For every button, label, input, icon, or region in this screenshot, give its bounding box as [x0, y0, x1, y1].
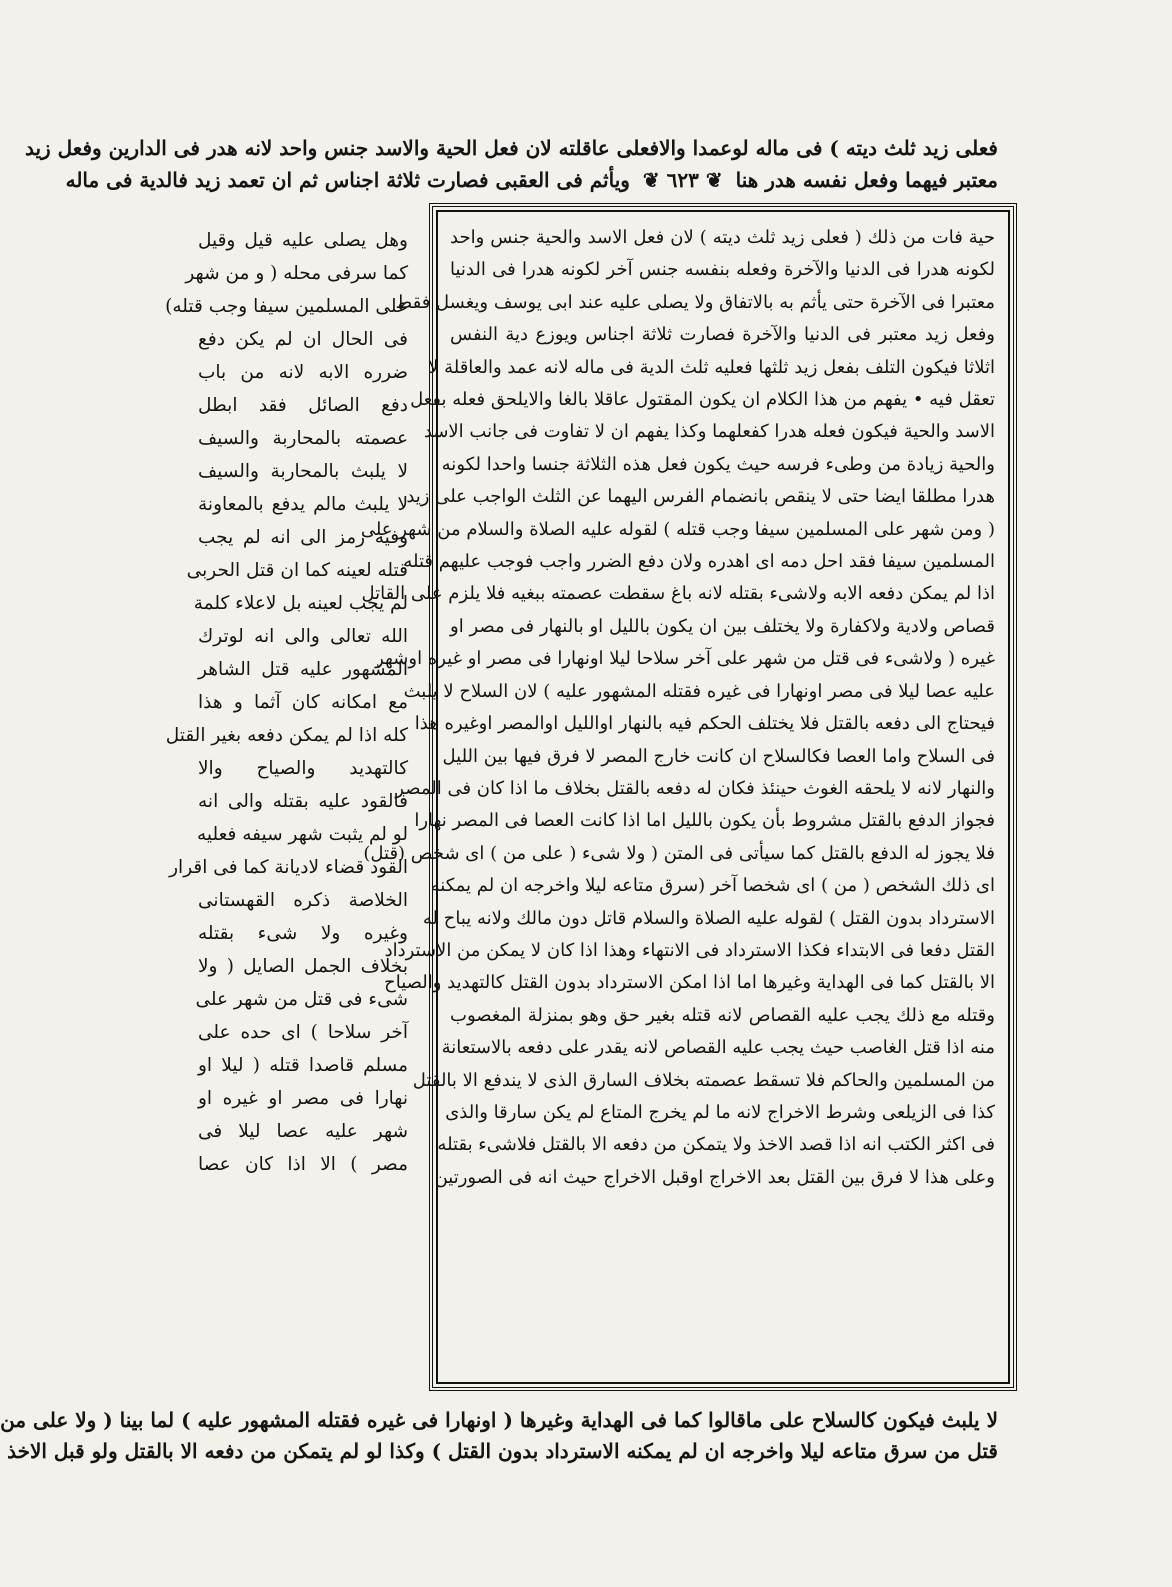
- main-line: وعلی هذا لا فرق بین القتل بعد الاخراج اوقبل الاخراج حیث انه فی الصورتین: [434, 1166, 995, 1188]
- main-line: تعقل فیه • یفهم من هذا الکلام ان یکون المقتول عاقلا بالغا والایلحق فعله بفعل: [410, 389, 995, 411]
- bottom-line-2: قتل من سرق متاعه لیلا واخرجه ان لم یمکنه الاسترداد بدون القتل ) وکذا لو لم یتمکن من دفعه الا بالقتل ولو قبل الاخذ: [7, 1439, 998, 1463]
- margin-line: الخلاصة ذکره القهستانی: [198, 890, 408, 911]
- ornament-right-icon: ❦: [705, 168, 723, 192]
- margin-line: فالقود علیه بقتله والی انه: [198, 791, 408, 812]
- margin-line: مسلم قاصدا قتله ( لیلا او: [198, 1055, 408, 1076]
- margin-line: فی الحال ان لم یکن دفع: [198, 329, 408, 350]
- margin-line: لم یجب لعینه بل لاعلاء کلمة: [193, 593, 408, 614]
- main-line: الاسترداد بدون القتل ) لقوله علیه الصلاة والسلام قاتل دون مالك ولانه یباح له: [422, 907, 995, 929]
- main-line: اذا لم یمکن دفعه الابه ولاشیء بقتله لانه باغ سقطت عصمته ببغیه فلا یلزم علی القاتل: [361, 583, 995, 605]
- margin-line: مصر ) الا اذا کان عصا: [198, 1154, 408, 1175]
- main-line: الاسد والحیة فیکون فعله هدرا کفعلهما وکذا یفهم ان لا تفاوت فی جانب الاسد: [423, 421, 995, 443]
- margin-line: الله تعالی والی انه لوترك: [198, 626, 408, 647]
- margin-line: مع امکانه کان آثما و هذا: [198, 692, 408, 713]
- main-line: فیحتاج الی دفعه بالقتل فلا یختلف الحکم فیه بالنهار اواللیل اوالمصر اوغیره هذا: [414, 713, 995, 735]
- margin-line: القود قضاء لادیانة کما فی اقرار: [169, 857, 408, 878]
- main-line: وقتله مع ذلك یجب علیه القصاص لانه قتله بغیر حق وهو بمنزلة المغصوب: [450, 1004, 995, 1026]
- main-line: کذا فی الزیلعی وشرط الاخراج لانه ما لم یخرج المتاع لم یکن سارقا والذی: [445, 1101, 995, 1123]
- main-line: علیه عصا لیلا فی مصر اونهارا فی غیره فقتله المشهور علیه ) لان السلاح لا یلبث: [403, 680, 995, 702]
- margin-line: وغیره ولا شیء بقتله: [198, 923, 408, 944]
- top-line-2: [65, 164, 998, 196]
- main-line: معتبرا فی الآخرة حتی یأثم به بالاتفاق ولا یصلی علیه عند ابی یوسف ویغسل فقط: [395, 291, 995, 313]
- margin-line: کله اذا لم یمکن دفعه بغیر القتل: [165, 725, 408, 746]
- top-commentary: [24, 132, 998, 196]
- main-line: قصاص ولادیة ولاکفارة ولا یختلف بین ان یکون باللیل او بالنهار فی مصر او: [450, 615, 995, 637]
- margin-line: دفع الصائل فقد ابطل: [198, 395, 408, 416]
- main-line: ( ومن شهر علی المسلمین سیفا وجب قتله ) لقوله علیه الصلاة والسلام من شهر علی: [360, 518, 995, 540]
- margin-line: وهل یصلی علیه قیل وقیل: [198, 230, 408, 251]
- main-line: والنهار لانه لا یلحقه الغوث حینئذ فکان له دفعه بالقتل بخلاف ما اذا کان فی المصر: [395, 777, 995, 799]
- main-line: من المسلمین والحاکم فلا تسقط عصمته بخلاف السارق الذی لا یندفع الا بالقتل: [412, 1069, 995, 1091]
- main-line: فی اکثر الکتب انه اذا قصد الاخذ ولا یتمکن من دفعه الا بالقتل فلاشیء بقتله: [437, 1134, 995, 1156]
- main-line: اثلاثا فیکون التلف بفعل زید ثلثها فعلیه ثلث الدیة فی ماله لانه عمد والعاقلة لا: [428, 356, 995, 378]
- top-line-2-text: معتبر فیهما وفعل نفسه هدر هنا: [735, 168, 998, 192]
- main-line: فلا یجوز له الدفع بالقتل کما سیأتی فی المتن ( ولا شیء ( علی من ) ای شخص (قتل): [363, 842, 995, 864]
- main-line: القتل دفعا فی الابتداء فکذا الاسترداد فی الانتهاء وهذا اذا کان لا یمکن من الاسترداد: [384, 939, 995, 961]
- margin-line: کما سرفی محله ( و من شهر: [185, 263, 408, 284]
- margin-line: وفیه رمز الی انه لم یجب: [198, 527, 408, 548]
- main-line: ای ذلك الشخص ( من ) ای شخصا آخر (سرق متاعه لیلا واخرجه ان لم یمکنه: [430, 875, 995, 897]
- main-text-block: [360, 222, 995, 1194]
- margin-line: لو لم یثبت شهر سیفه فعلیه: [196, 824, 408, 845]
- main-line: والحیة زیادة من وطیء فرسه حیث یکون فعل هذه الثلاثة جنسا واحدا لکونه: [441, 453, 995, 475]
- margin-line: شیء فی قتل من شهر علی: [195, 989, 408, 1010]
- margin-commentary: [165, 224, 408, 1181]
- margin-line: قتله لعینه کما ان قتل الحربی: [186, 560, 408, 581]
- page-number: [637, 164, 729, 196]
- ornament-left-icon: ❦: [642, 168, 660, 192]
- margin-line: علی المسلمین سیفا وجب قتله): [165, 296, 408, 317]
- margin-line: نهارا فی مصر او غیره او: [198, 1088, 408, 1109]
- main-line: لکونه هدرا فی الدنیا والآخرة وفعله بنفسه جنس آخر لکونه هدرا فی الدنیا: [450, 259, 995, 281]
- margin-line: المشهور علیه قتل الشاهر: [198, 659, 408, 680]
- main-line: فجواز الدفع بالقتل مشروط بأن یکون باللیل اما اذا کانت العصا فی المصر نهارا: [414, 810, 995, 832]
- main-line: فی السلاح واما العصا فکالسلاح ان کانت خارج المصر لا فرق فیها بین اللیل: [442, 745, 995, 767]
- top-line-2-continued: ویأثم فی العقبی فصارت ثلاثة اجناس ثم ان تعمد زید فالدیة فی ماله: [65, 168, 630, 192]
- bottom-commentary: [0, 1405, 998, 1467]
- margin-line: کالتهدید والصیاح والا: [198, 758, 408, 779]
- margin-line: شهر علیه عصا لیلا فی: [198, 1121, 408, 1142]
- margin-line: لا یلبث مالم یدفع بالمعاونة: [198, 494, 408, 515]
- top-line-1: فعلی زید ثلث دیته ) فی ماله لوعمدا والافعلی عاقلته لان فعل الحیة والاسد جنس واحد لانه هدر فی الدارین وفعل زید: [24, 136, 998, 160]
- bottom-line-1: لا یلبث فیکون کالسلاح علی ماقالوا کما فی الهدایة وغیرها ( اونهارا فی غیره فقتله المشهور علیه ) لما بینا ( ولا علی من: [0, 1408, 998, 1432]
- margin-line: ضرره الابه لانه من باب: [198, 362, 408, 383]
- main-line: هدرا مطلقا ایضا حتی لا ینقص بانضمام الفرس الیهما عن الثلث الواجب علی زید: [406, 486, 995, 508]
- margin-line: عصمته بالمحاربة والسیف: [198, 428, 408, 449]
- page-number-value: ٦٢٣: [666, 168, 699, 192]
- main-line: المسلمین سیفا فقد احل دمه ای اهدره ولان دفع الضرر واجب فوجب علیهم قتله: [403, 551, 995, 573]
- main-line: حیة فات من ذلك ( فعلی زید ثلث دیته ) لان فعل الاسد والحیة جنس واحد: [450, 227, 995, 248]
- main-line: الا بالقتل کما فی الهدایة وغیرها اما اذا امکن الاسترداد بدون القتل کالتهدید والصیاح: [384, 972, 995, 994]
- main-line: منه اذا قتل الغاصب حیث یجب علیه القصاص لانه یقدر علی دفعه بالاستعانة: [441, 1037, 995, 1059]
- margin-line: بخلاف الجمل الصایل ( ولا: [198, 956, 408, 977]
- main-line: وفعل زید معتبر فی الدنیا والآخرة فصارت ثلاثة اجناس ویوزع دیة النفس: [450, 324, 995, 346]
- main-line: غیره ( ولاشیء فی قتل من شهر علی آخر سلاحا لیلا اونهارا فی مصر او غیره اوشهر: [375, 648, 995, 670]
- margin-line: لا یلبث بالمحاربة والسیف: [198, 461, 408, 482]
- margin-line: آخر سلاحا ) ای حده علی: [198, 1022, 408, 1043]
